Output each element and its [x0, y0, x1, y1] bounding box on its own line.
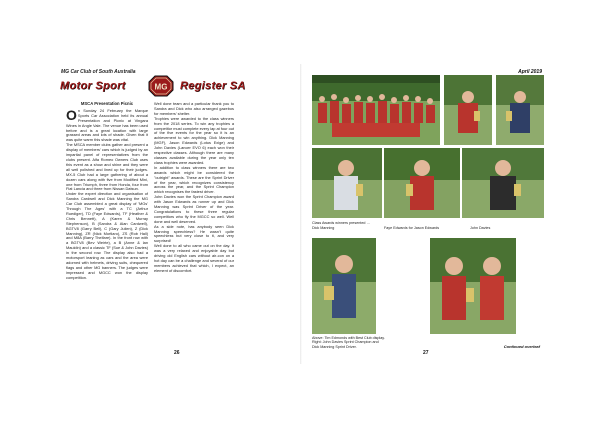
article-column-2: [154, 102, 234, 274]
photo-faye-edwards: [384, 148, 460, 218]
award-photo-1: [444, 75, 492, 145]
paragraph: In addition to class winners there are two awards which might be considered the "outright" awards. These are the Sprint Driver of the year, which recognizes consistency across the year, and the Sprint Champion which recognises the fastest driver.: [154, 164, 234, 195]
continued-overleaf: Continued overleaf: [503, 344, 540, 349]
banner-text-right: Register SA: [180, 80, 246, 92]
drop-cap: O: [66, 106, 77, 123]
caption-name: John Davies: [470, 226, 491, 230]
paragraph: Trophies were awarded to the class winners from the 2018 series. To win any trophies a competitor must complete every lap at four out of the five events for the year so it is an achievement to win anything. Dick Manning (MGF), Jason Edwards (Lotus Exige) and John Davies (Lancer EVO 6) each won their respective classes. Although there are many classes available during the year only ten class trophies were awarded.: [154, 115, 235, 165]
photo-tim-edmonds: [312, 238, 376, 334]
paragraph: Under the expert direction and organisation of Sandra Cardwell and Dick Manning the MG Car Club assembled a great display of 'MGs' Through The Ages' with a TC (Arthur Ruediger), TD (Faye Edwards), TF (Heather & Chris Bennett), A (Karen & Murray Stephenson), B (Sandra & Alan Cardwell), BGTV8 (Garry Bell), C (Gary Julien), Z (Dick Manning), ZR (Nick Mortlaro), ZS (Rob Hall) and M8A (Barry Thelfare). In the front row with a BGTV8 (Bev Weirte), a B (Anne & Ian Mauldin) and a classic TF (Sue & John Davies) in the second row. The display also had a motorsport leaning as cars and the area were adorned with helmets, driving suits, chequered flags and other MG banners. The judges were impressed and MGCC won the display competition.: [66, 191, 148, 280]
right-page: [302, 64, 552, 364]
paragraph: As a side note, has anybody seen Dick Manning speechless? He wasn't quite speechless but very close to it, and very surprised!: [154, 223, 234, 244]
banner-text-left: Motor Sport: [60, 80, 126, 92]
article-heading: MSCA Presentation Picnic: [80, 101, 134, 106]
caption-line: Dick Manning Sprint Driver.: [312, 344, 357, 349]
caption-name: Dick Manning: [312, 226, 335, 230]
caption-class-awards: Class Awards winners presented …: [312, 221, 371, 225]
left-page: [52, 64, 302, 364]
svg-text:MG: MG: [154, 82, 168, 92]
motor-sport-register-banner: [60, 76, 297, 98]
paragraph: Well done to all who came out on the day. It was a very relaxed and enjoyable day but driving old English cars without air-con on a hot day can be a challenge and several of our members achieved that which, I expect, an element of discomfort.: [154, 243, 234, 273]
photo-davies-manning: [430, 238, 516, 334]
issue-date: April 2019: [518, 69, 542, 75]
photo-dick-manning: [312, 148, 382, 218]
paragraph: The MSCA member clubs gather and present a display of members' cars which is judged by an impartial panel of representatives from the clubs present. Alfa Romeo Owners Club uses this event as a show and shine and they were all well polished and lined up for their judges. MX-5 Club had a large gathering of about a dozen cars along with five from Modified Mini, one from Triumph, three from Honda, four from Fiat Lancia and three from Nissan Datsun.: [66, 142, 148, 192]
page-number-left: 26: [174, 350, 180, 356]
photo-john-davies: [462, 148, 544, 218]
caption-line: Above: Tim Edmonds with Best Club display.: [312, 336, 385, 340]
article-column-1: [66, 102, 148, 281]
paragraph: n Sunday 24 February the Marque Sports Car Association held its annual Presentation and Picnic at Vingara Wines in Angle Vale. The venue has been used before and is a great location with large grassed areas and lots of shade. Given that it was quite warm this shade was vital.: [66, 107, 148, 143]
club-line: MG Car Club of South Australia: [61, 69, 136, 75]
caption-bottom: [312, 336, 412, 349]
paragraph: Well done team and a particular thank you to Sandra and Dick who also arranged gazebos for members' shelter.: [154, 101, 234, 116]
caption-line: Right: John Davies Sprint Champion and: [312, 340, 379, 345]
mg-octagon-logo: [148, 75, 174, 97]
group-photo: [312, 75, 440, 145]
paragraph: John Davies won the Sprint Champion award with Jason Edwards as runner up and Dick Manning was Sprint Driver of the year. Congratulations to these three regular competitors who fly the MGCC so well. Well done and well deserved.: [154, 194, 234, 224]
award-photo-2: [496, 75, 544, 145]
caption-name: Faye Edwards for Jason Edwards: [384, 226, 440, 230]
page-number-right: 27: [423, 350, 429, 356]
magazine-spread: [52, 64, 552, 364]
